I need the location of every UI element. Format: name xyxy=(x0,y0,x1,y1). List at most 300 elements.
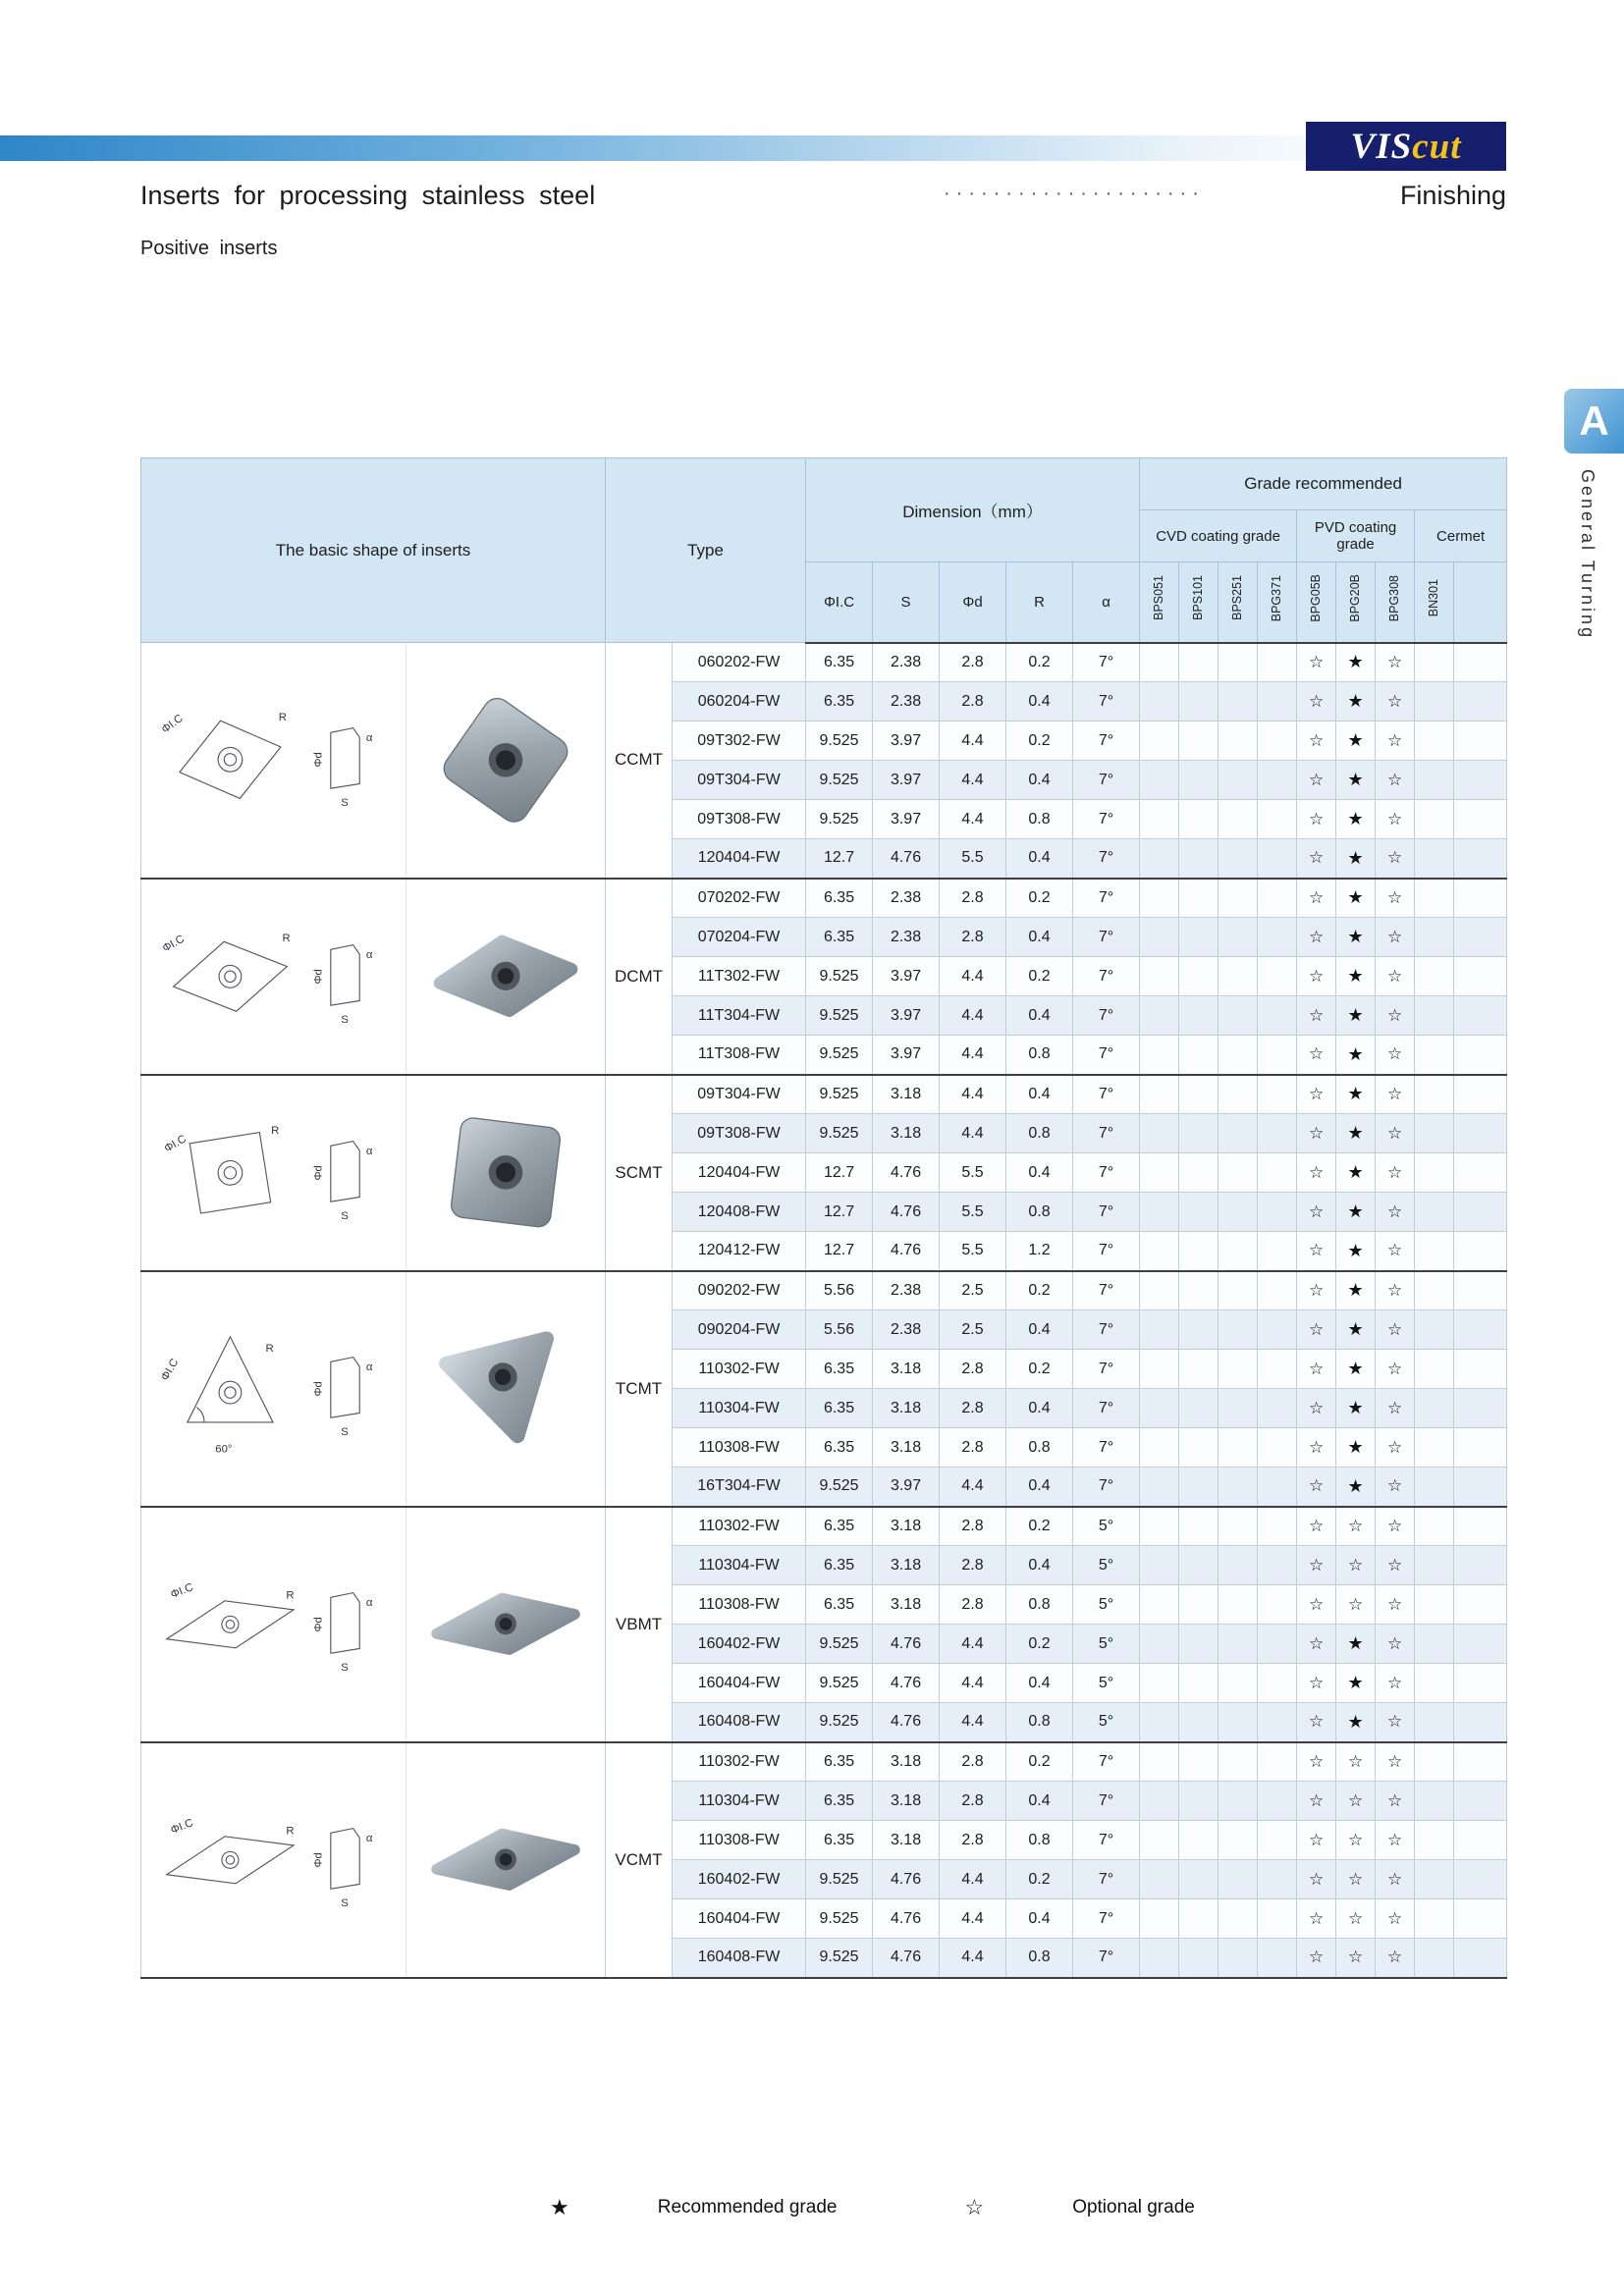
dim-s-value: 3.18 xyxy=(873,1507,940,1546)
grade-cell-bps251 xyxy=(1218,1350,1258,1389)
svg-text:R: R xyxy=(264,1342,274,1355)
group-label: VCMT xyxy=(606,1742,673,1978)
grade-cell-bn301 xyxy=(1415,1036,1454,1075)
dim-r-value: 0.8 xyxy=(1006,1428,1073,1468)
insert-row xyxy=(141,1271,1507,1310)
dim-alpha-value: 7° xyxy=(1073,1428,1140,1468)
grade-cell-bps101 xyxy=(1179,1428,1218,1468)
dim-alpha-value: 7° xyxy=(1073,1153,1140,1193)
svg-text:R: R xyxy=(282,932,291,944)
grade-cell-blank xyxy=(1454,643,1507,682)
grade-cell-bpg05b: ☆ xyxy=(1297,1389,1336,1428)
dim-s-value: 3.97 xyxy=(873,1468,940,1507)
grade-cell-bps101 xyxy=(1179,1271,1218,1310)
dim-r-value: 0.2 xyxy=(1006,957,1073,996)
grade-cell-bpg308: ☆ xyxy=(1376,1546,1415,1585)
grade-cell-bps051 xyxy=(1140,1782,1179,1821)
grade-cell-bps251 xyxy=(1218,1703,1258,1742)
grade-cell-bps251 xyxy=(1218,1114,1258,1153)
svg-text:α: α xyxy=(365,1596,372,1609)
grade-cell-bps251 xyxy=(1218,1232,1258,1271)
grade-cell-bpg371 xyxy=(1258,1271,1297,1310)
dim-ic-value: 12.7 xyxy=(806,1232,873,1271)
dim-r-value: 0.4 xyxy=(1006,1546,1073,1585)
dim-ic-value: 9.525 xyxy=(806,1075,873,1114)
dim-ic-value: 9.525 xyxy=(806,1939,873,1978)
grade-cell-bpg371 xyxy=(1258,1075,1297,1114)
type-value: 110308-FW xyxy=(673,1585,806,1625)
grade-cell-bpg20b: ★ xyxy=(1336,1350,1376,1389)
grade-cell-bps251 xyxy=(1218,1428,1258,1468)
grade-cell-bpg371 xyxy=(1258,1821,1297,1860)
grade-cell-bpg371 xyxy=(1258,1193,1297,1232)
grade-cell-bps051 xyxy=(1140,1114,1179,1153)
grade-cell-bpg308: ☆ xyxy=(1376,1860,1415,1899)
grade-cell-bpg308: ☆ xyxy=(1376,1664,1415,1703)
dim-s-value: 4.76 xyxy=(873,1899,940,1939)
dim-ic-value: 6.35 xyxy=(806,1585,873,1625)
grade-cell-bpg20b: ☆ xyxy=(1336,1507,1376,1546)
grade-cell-bps101 xyxy=(1179,800,1218,839)
grade-cell-bpg308: ☆ xyxy=(1376,1939,1415,1978)
svg-text:R: R xyxy=(285,1588,295,1601)
dim-alpha-value: 7° xyxy=(1073,1389,1140,1428)
dim-d-value: 2.8 xyxy=(940,1428,1006,1468)
dim-s-value: 2.38 xyxy=(873,1310,940,1350)
grade-cell-bn301 xyxy=(1415,839,1454,879)
grade-cell-bn301 xyxy=(1415,1468,1454,1507)
grade-cell-bn301 xyxy=(1415,1585,1454,1625)
col-header-cvd: CVD coating grade xyxy=(1140,510,1297,562)
grade-cell-bps101 xyxy=(1179,1193,1218,1232)
vbmt-photo xyxy=(416,1548,595,1700)
grade-cell-blank xyxy=(1454,761,1507,800)
grade-cell-bps051 xyxy=(1140,761,1179,800)
dim-s-value: 3.97 xyxy=(873,761,940,800)
grade-cell-bn301 xyxy=(1415,800,1454,839)
dim-ic-value: 9.525 xyxy=(806,1860,873,1899)
dim-r-value: 0.8 xyxy=(1006,800,1073,839)
dim-d-value: 2.5 xyxy=(940,1271,1006,1310)
svg-text:ΦI.C: ΦI.C xyxy=(160,933,187,955)
ccmt-shape-drawing xyxy=(141,643,406,879)
svg-text:α: α xyxy=(365,732,372,745)
grade-cell-blank xyxy=(1454,1428,1507,1468)
dim-d-value: 2.8 xyxy=(940,1585,1006,1625)
grade-col-bps051: BPS051 xyxy=(1140,562,1179,643)
grade-cell-blank xyxy=(1454,1742,1507,1782)
grade-cell-bps101 xyxy=(1179,1232,1218,1271)
grade-cell-blank xyxy=(1454,1193,1507,1232)
dim-ic-value: 6.35 xyxy=(806,1350,873,1389)
grade-cell-bpg20b: ★ xyxy=(1336,839,1376,879)
grade-cell-bps051 xyxy=(1140,1664,1179,1703)
grade-cell-bn301 xyxy=(1415,761,1454,800)
grade-cell-bpg05b: ☆ xyxy=(1297,1899,1336,1939)
vbmt-shape-drawing xyxy=(141,1507,406,1742)
tcmt-insert-photo xyxy=(406,1271,606,1507)
dcmt-shape-drawing xyxy=(141,879,406,1075)
col-header-shape: The basic shape of inserts xyxy=(141,458,606,643)
svg-text:S: S xyxy=(340,1209,349,1222)
dim-s-value: 3.97 xyxy=(873,721,940,761)
grade-cell-bpg20b: ★ xyxy=(1336,682,1376,721)
grade-cell-bpg20b: ★ xyxy=(1336,1036,1376,1075)
dim-ic-value: 12.7 xyxy=(806,839,873,879)
grade-cell-bpg371 xyxy=(1258,1625,1297,1664)
type-value: 11T302-FW xyxy=(673,957,806,996)
grade-cell-bn301 xyxy=(1415,1271,1454,1310)
grade-cell-bpg371 xyxy=(1258,682,1297,721)
svg-text:S: S xyxy=(340,1896,349,1909)
dim-r-value: 0.4 xyxy=(1006,1782,1073,1821)
grade-cell-blank xyxy=(1454,1585,1507,1625)
grade-cell-bpg05b: ☆ xyxy=(1297,879,1336,918)
grade-cell-bpg05b: ☆ xyxy=(1297,1153,1336,1193)
vcmt-shape-drawing xyxy=(141,1742,406,1978)
grade-cell-bpg20b: ★ xyxy=(1336,1310,1376,1350)
grade-cell-blank xyxy=(1454,1860,1507,1899)
grade-cell-bpg371 xyxy=(1258,1036,1297,1075)
svg-text:ΦI.C: ΦI.C xyxy=(168,1580,195,1601)
grade-cell-bpg308: ☆ xyxy=(1376,839,1415,879)
grade-cell-bpg05b: ☆ xyxy=(1297,1625,1336,1664)
dim-d-value: 5.5 xyxy=(940,839,1006,879)
scmt-photo xyxy=(416,1096,595,1249)
svg-text:R: R xyxy=(278,712,287,724)
dim-r-value: 0.4 xyxy=(1006,1664,1073,1703)
dim-s-value: 2.38 xyxy=(873,918,940,957)
grade-cell-bpg371 xyxy=(1258,1114,1297,1153)
dim-ic-value: 6.35 xyxy=(806,1507,873,1546)
type-value: 11T308-FW xyxy=(673,1036,806,1075)
dim-r-value: 0.2 xyxy=(1006,1350,1073,1389)
dim-alpha-value: 5° xyxy=(1073,1585,1140,1625)
grade-cell-bpg371 xyxy=(1258,1703,1297,1742)
grade-cell-bps101 xyxy=(1179,918,1218,957)
grade-cell-blank xyxy=(1454,1546,1507,1585)
subtitle-positive-inserts: Positive inserts xyxy=(140,238,278,259)
type-value: 09T308-FW xyxy=(673,800,806,839)
dim-alpha-value: 7° xyxy=(1073,682,1140,721)
grade-cell-bn301 xyxy=(1415,1153,1454,1193)
grade-cell-bpg20b: ☆ xyxy=(1336,1585,1376,1625)
grade-cell-bpg371 xyxy=(1258,1546,1297,1585)
grade-cell-bpg371 xyxy=(1258,1350,1297,1389)
grade-cell-bps051 xyxy=(1140,1860,1179,1899)
grade-cell-bpg371 xyxy=(1258,1389,1297,1428)
grade-cell-bpg05b: ☆ xyxy=(1297,1546,1336,1585)
grade-cell-bps251 xyxy=(1218,1782,1258,1821)
grade-cell-bpg371 xyxy=(1258,839,1297,879)
grade-cell-bps101 xyxy=(1179,1664,1218,1703)
dim-d-value: 5.5 xyxy=(940,1232,1006,1271)
dim-s-value: 4.76 xyxy=(873,1193,940,1232)
grade-cell-bpg371 xyxy=(1258,721,1297,761)
ccmt-photo xyxy=(416,684,595,836)
grade-cell-bn301 xyxy=(1415,682,1454,721)
grade-cell-bps051 xyxy=(1140,1899,1179,1939)
dim-ic-value: 9.525 xyxy=(806,957,873,996)
vcmt-photo xyxy=(416,1784,595,1936)
grade-cell-bn301 xyxy=(1415,721,1454,761)
grade-cell-bn301 xyxy=(1415,879,1454,918)
dim-alpha-value: 5° xyxy=(1073,1507,1140,1546)
dim-s-value: 3.97 xyxy=(873,800,940,839)
grade-cell-bn301 xyxy=(1415,996,1454,1036)
dim-s-value: 4.76 xyxy=(873,1232,940,1271)
grade-cell-bpg20b: ☆ xyxy=(1336,1821,1376,1860)
grade-cell-blank xyxy=(1454,918,1507,957)
grade-cell-bps051 xyxy=(1140,1271,1179,1310)
grade-cell-blank xyxy=(1454,721,1507,761)
grade-cell-bps051 xyxy=(1140,721,1179,761)
type-value: 090204-FW xyxy=(673,1310,806,1350)
grade-cell-blank xyxy=(1454,1114,1507,1153)
grade-cell-bps101 xyxy=(1179,1625,1218,1664)
dim-d-value: 4.4 xyxy=(940,1664,1006,1703)
type-value: 120404-FW xyxy=(673,839,806,879)
grade-cell-bps251 xyxy=(1218,879,1258,918)
grade-cell-bps101 xyxy=(1179,1899,1218,1939)
grade-cell-bps101 xyxy=(1179,1546,1218,1585)
dim-alpha-value: 7° xyxy=(1073,996,1140,1036)
grade-cell-bpg308: ☆ xyxy=(1376,1899,1415,1939)
grade-cell-bps051 xyxy=(1140,1232,1179,1271)
dim-alpha-value: 7° xyxy=(1073,879,1140,918)
dim-d-value: 4.4 xyxy=(940,1036,1006,1075)
dim-d-value: 2.8 xyxy=(940,682,1006,721)
grade-cell-bpg371 xyxy=(1258,1899,1297,1939)
grade-cell-blank xyxy=(1454,1310,1507,1350)
type-value: 060204-FW xyxy=(673,682,806,721)
grade-cell-bpg05b: ☆ xyxy=(1297,1036,1336,1075)
grade-cell-bps101 xyxy=(1179,839,1218,879)
type-value: 070204-FW xyxy=(673,918,806,957)
dim-s-value: 3.97 xyxy=(873,1036,940,1075)
grade-cell-bpg308: ☆ xyxy=(1376,1389,1415,1428)
grade-cell-blank xyxy=(1454,1271,1507,1310)
grade-cell-bps251 xyxy=(1218,1546,1258,1585)
dim-d-value: 4.4 xyxy=(940,1899,1006,1939)
grade-cell-bn301 xyxy=(1415,1232,1454,1271)
dim-alpha-value: 7° xyxy=(1073,1232,1140,1271)
grade-cell-bpg20b: ★ xyxy=(1336,1271,1376,1310)
grade-cell-blank xyxy=(1454,1350,1507,1389)
svg-text:S: S xyxy=(340,1661,349,1674)
type-value: 060202-FW xyxy=(673,643,806,682)
insert-row xyxy=(141,1742,1507,1782)
grade-cell-bpg308: ☆ xyxy=(1376,1193,1415,1232)
dim-alpha-value: 7° xyxy=(1073,1036,1140,1075)
dim-d-value: 4.4 xyxy=(940,1860,1006,1899)
grade-cell-bps251 xyxy=(1218,839,1258,879)
dim-r-value: 0.8 xyxy=(1006,1036,1073,1075)
type-value: 070202-FW xyxy=(673,879,806,918)
svg-text:ΦI.C: ΦI.C xyxy=(168,1816,195,1837)
dim-s-value: 4.76 xyxy=(873,1625,940,1664)
grade-cell-bps251 xyxy=(1218,682,1258,721)
grade-cell-bn301 xyxy=(1415,1310,1454,1350)
dim-ic-value: 9.525 xyxy=(806,1703,873,1742)
dim-ic-value: 9.525 xyxy=(806,1114,873,1153)
grade-cell-bpg371 xyxy=(1258,1939,1297,1978)
dim-s-value: 3.18 xyxy=(873,1821,940,1860)
dim-d-value: 5.5 xyxy=(940,1153,1006,1193)
grade-cell-bpg371 xyxy=(1258,1742,1297,1782)
grade-cell-bpg371 xyxy=(1258,643,1297,682)
grade-cell-bn301 xyxy=(1415,1782,1454,1821)
grade-cell-bps101 xyxy=(1179,1860,1218,1899)
grade-cell-blank xyxy=(1454,1389,1507,1428)
dim-s-value: 3.97 xyxy=(873,957,940,996)
grade-cell-bn301 xyxy=(1415,1703,1454,1742)
grade-cell-blank xyxy=(1454,1782,1507,1821)
grade-cell-bn301 xyxy=(1415,1860,1454,1899)
grade-cell-bps251 xyxy=(1218,1389,1258,1428)
insert-row xyxy=(141,879,1507,918)
grade-cell-bpg20b: ★ xyxy=(1336,800,1376,839)
type-value: 090202-FW xyxy=(673,1271,806,1310)
dim-s-value: 3.18 xyxy=(873,1428,940,1468)
dim-s-value: 3.18 xyxy=(873,1782,940,1821)
grade-col-bn301: BN301 xyxy=(1415,562,1454,643)
grade-cell-blank xyxy=(1454,1036,1507,1075)
dim-s-value: 3.18 xyxy=(873,1350,940,1389)
grade-col-bpg308: BPG308 xyxy=(1376,562,1415,643)
grade-cell-bpg05b: ☆ xyxy=(1297,1703,1336,1742)
type-value: 120404-FW xyxy=(673,1153,806,1193)
dim-alpha-value: 7° xyxy=(1073,1821,1140,1860)
type-value: 16T304-FW xyxy=(673,1468,806,1507)
dim-alpha-value: 7° xyxy=(1073,1114,1140,1153)
title-row xyxy=(140,181,1506,220)
grade-cell-bpg371 xyxy=(1258,957,1297,996)
svg-text:Φd: Φd xyxy=(311,752,324,768)
dim-header-d: Φd xyxy=(940,562,1006,643)
grade-cell-bps051 xyxy=(1140,996,1179,1036)
dim-ic-value: 9.525 xyxy=(806,1625,873,1664)
grade-cell-bpg308: ☆ xyxy=(1376,879,1415,918)
dim-ic-value: 9.525 xyxy=(806,761,873,800)
grade-cell-bpg308: ☆ xyxy=(1376,1782,1415,1821)
dim-d-value: 2.8 xyxy=(940,1742,1006,1782)
grade-cell-bps051 xyxy=(1140,1310,1179,1350)
grade-cell-bps101 xyxy=(1179,1585,1218,1625)
grade-cell-bpg20b: ★ xyxy=(1336,1232,1376,1271)
dim-d-value: 4.4 xyxy=(940,1075,1006,1114)
grade-cell-bps051 xyxy=(1140,1075,1179,1114)
grade-cell-bps251 xyxy=(1218,1153,1258,1193)
dim-alpha-value: 7° xyxy=(1073,1350,1140,1389)
grade-cell-bps101 xyxy=(1179,1350,1218,1389)
dim-ic-value: 9.525 xyxy=(806,1468,873,1507)
grade-cell-bpg05b: ☆ xyxy=(1297,1350,1336,1389)
grade-cell-bn301 xyxy=(1415,1664,1454,1703)
grade-cell-bpg20b: ★ xyxy=(1336,957,1376,996)
grade-cell-bps101 xyxy=(1179,957,1218,996)
recommended-grade-label: Recommended grade xyxy=(657,2197,838,2217)
legend xyxy=(550,2195,1195,2220)
grade-cell-bn301 xyxy=(1415,1821,1454,1860)
vcmt-insert-photo xyxy=(406,1742,606,1978)
dim-ic-value: 6.35 xyxy=(806,1428,873,1468)
grade-col-bps251: BPS251 xyxy=(1218,562,1258,643)
dim-alpha-value: 5° xyxy=(1073,1625,1140,1664)
dim-d-value: 2.8 xyxy=(940,1782,1006,1821)
grade-cell-bpg20b: ☆ xyxy=(1336,1939,1376,1978)
grade-cell-bpg05b: ☆ xyxy=(1297,918,1336,957)
grade-cell-bps051 xyxy=(1140,1507,1179,1546)
grade-cell-bpg308: ☆ xyxy=(1376,1271,1415,1310)
grade-cell-bn301 xyxy=(1415,1546,1454,1585)
grade-cell-bpg308: ☆ xyxy=(1376,1821,1415,1860)
scmt-insert-photo xyxy=(406,1075,606,1271)
group-label: TCMT xyxy=(606,1271,673,1507)
grade-cell-blank xyxy=(1454,682,1507,721)
grade-cell-bps051 xyxy=(1140,1468,1179,1507)
open-star-icon: ☆ xyxy=(964,2195,985,2219)
grade-cell-bps101 xyxy=(1179,1310,1218,1350)
grade-cell-bps101 xyxy=(1179,1742,1218,1782)
section-tab-a: A xyxy=(1564,389,1624,454)
grade-cell-bps051 xyxy=(1140,682,1179,721)
dim-ic-value: 9.525 xyxy=(806,800,873,839)
grade-cell-bpg05b: ☆ xyxy=(1297,1782,1336,1821)
grade-cell-bps051 xyxy=(1140,957,1179,996)
dim-r-value: 0.4 xyxy=(1006,1310,1073,1350)
dim-s-value: 4.76 xyxy=(873,1153,940,1193)
grade-cell-bn301 xyxy=(1415,1428,1454,1468)
grade-cell-bps251 xyxy=(1218,1193,1258,1232)
grade-cell-bps251 xyxy=(1218,1507,1258,1546)
dim-d-value: 4.4 xyxy=(940,721,1006,761)
grade-cell-bpg05b: ☆ xyxy=(1297,1742,1336,1782)
grade-cell-bn301 xyxy=(1415,1075,1454,1114)
grade-cell-blank xyxy=(1454,1153,1507,1193)
grade-cell-bps101 xyxy=(1179,996,1218,1036)
dim-d-value: 2.8 xyxy=(940,1821,1006,1860)
dim-alpha-value: 7° xyxy=(1073,957,1140,996)
grade-cell-bps251 xyxy=(1218,1860,1258,1899)
svg-text:R: R xyxy=(285,1824,295,1837)
svg-text:Φd: Φd xyxy=(311,1616,324,1632)
grade-cell-bps051 xyxy=(1140,1193,1179,1232)
dim-r-value: 0.2 xyxy=(1006,1271,1073,1310)
grade-cell-bps101 xyxy=(1179,721,1218,761)
dim-d-value: 4.4 xyxy=(940,996,1006,1036)
grade-cell-bps251 xyxy=(1218,1664,1258,1703)
grade-cell-bpg05b: ☆ xyxy=(1297,1310,1336,1350)
dim-d-value: 2.8 xyxy=(940,643,1006,682)
dim-alpha-value: 7° xyxy=(1073,1075,1140,1114)
grade-cell-bpg20b: ★ xyxy=(1336,1114,1376,1153)
dim-s-value: 4.76 xyxy=(873,1664,940,1703)
table-header xyxy=(141,458,1507,643)
grade-cell-bps251 xyxy=(1218,1821,1258,1860)
type-value: 160402-FW xyxy=(673,1860,806,1899)
grade-cell-bps251 xyxy=(1218,1625,1258,1664)
grade-cell-bpg20b: ★ xyxy=(1336,996,1376,1036)
page-title: Inserts for processing stainless steel xyxy=(140,181,596,210)
dim-alpha-value: 5° xyxy=(1073,1546,1140,1585)
svg-text:α: α xyxy=(365,1145,372,1157)
grade-cell-bpg308: ☆ xyxy=(1376,1114,1415,1153)
dim-ic-value: 9.525 xyxy=(806,721,873,761)
dim-r-value: 0.8 xyxy=(1006,1193,1073,1232)
col-header-pvd: PVD coating grade xyxy=(1297,510,1415,562)
grade-cell-bpg05b: ☆ xyxy=(1297,1114,1336,1153)
